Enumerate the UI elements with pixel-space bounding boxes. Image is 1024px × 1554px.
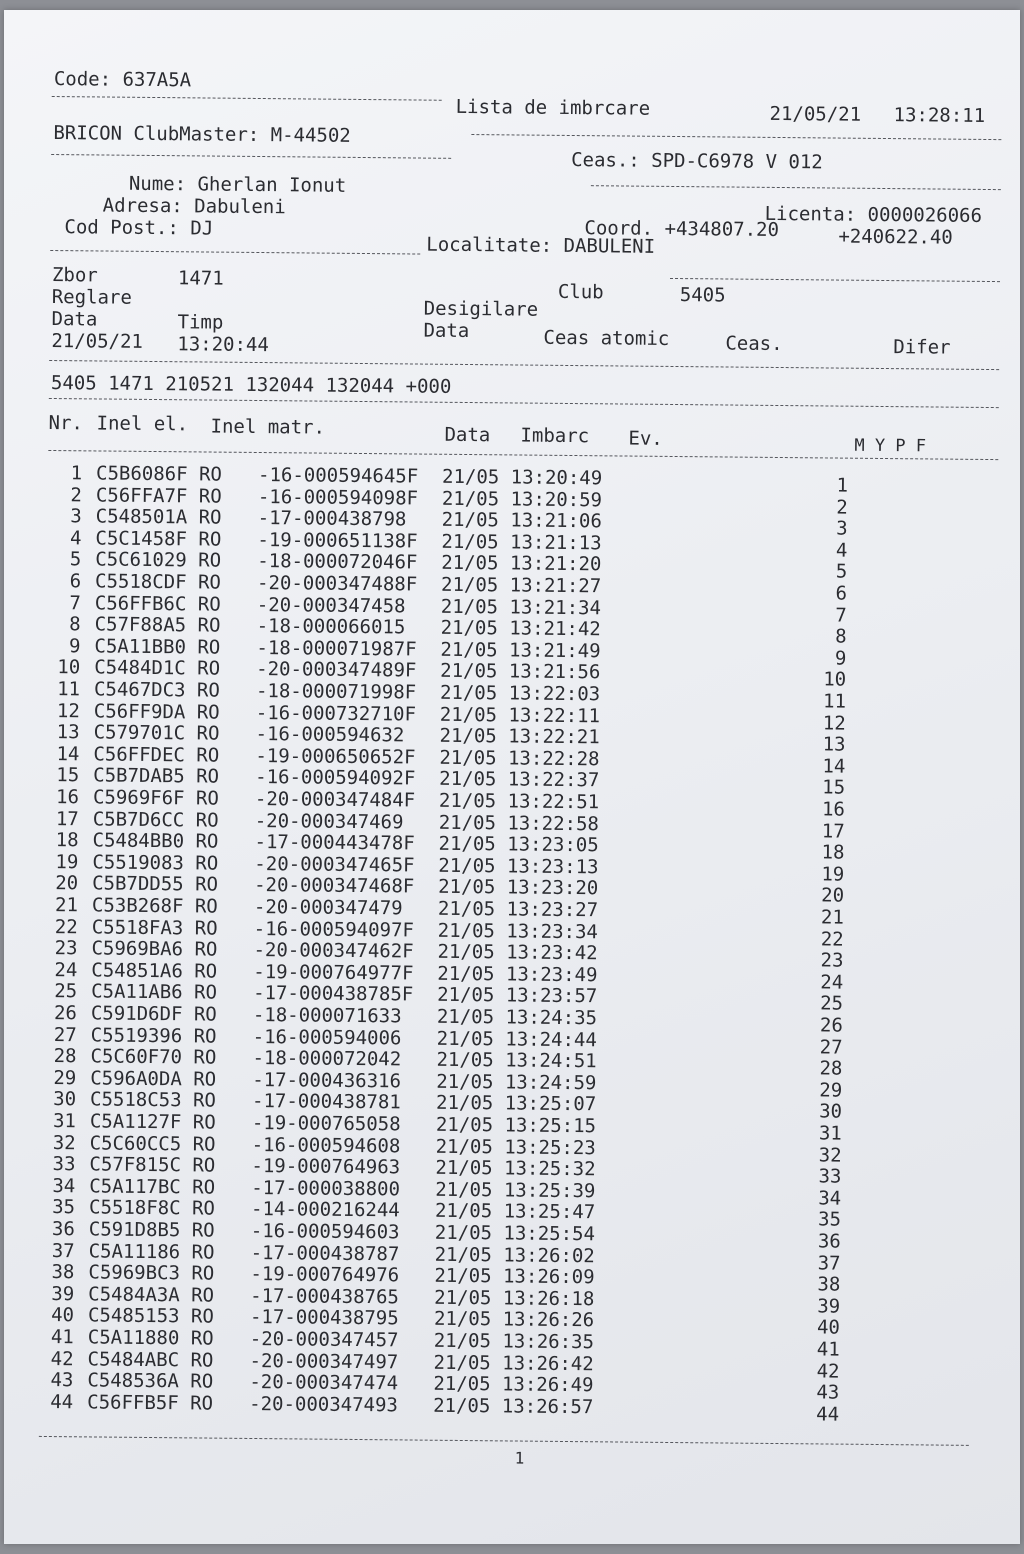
row-inel-matr: -16-000594645F [257, 463, 419, 488]
coord-label: Coord. [584, 217, 654, 240]
row-inel-el: C56FFB5F RO [87, 1391, 214, 1415]
row-m: 39 [817, 1295, 841, 1318]
row-nr: 10 [57, 656, 81, 679]
row-nr: 30 [53, 1088, 77, 1111]
row-nr: 13 [56, 721, 80, 744]
row-inel-matr: -17-000443478F [254, 831, 415, 855]
row-m: 10 [823, 668, 847, 692]
clock-value: SPD-C6978 V 012 [651, 149, 823, 174]
row-m: 9 [834, 647, 847, 670]
desigilare-data-label: Data [423, 319, 470, 343]
postal-line [64, 218, 213, 238]
row-nr: 14 [56, 742, 80, 766]
club-value: 5405 [679, 284, 726, 307]
row-date-time: 21/05 13:25:39 [435, 1178, 596, 1203]
row-inel-el: C591D6DF RO [90, 1002, 217, 1026]
row-inel-el: C56FFA7F RO [95, 484, 222, 508]
divider [49, 360, 999, 370]
row-nr: 20 [55, 872, 79, 895]
row-inel-matr: -19-000764963 [251, 1155, 401, 1179]
row-date-time: 21/05 13:23:34 [437, 919, 598, 943]
row-date-time: 21/05 13:21:27 [440, 573, 602, 598]
row-nr: 28 [53, 1045, 77, 1068]
row-m: 37 [817, 1251, 841, 1275]
row-nr: 23 [54, 937, 78, 960]
row-inel-el: C5519083 RO [92, 851, 219, 875]
row-m: 5 [835, 560, 848, 584]
desigilare-label: Desigilare [423, 297, 539, 321]
row-inel-el: C5518FA3 RO [91, 916, 218, 940]
row-m: 8 [835, 625, 847, 648]
row-inel-matr: -20-000347457 [249, 1327, 399, 1352]
row-date-time: 21/05 13:26:09 [434, 1264, 595, 1289]
row-date-time: 21/05 13:26:02 [434, 1243, 595, 1267]
ceas-label: Ceas. [725, 332, 783, 356]
system-name: BRICON ClubMaster: M-44502 [53, 122, 351, 147]
row-date-time: 21/05 13:21:20 [441, 552, 602, 576]
row-inel-el: C5969BA6 RO [91, 937, 218, 961]
row-date-time: 21/05 13:21:13 [441, 530, 602, 555]
row-m: 44 [816, 1403, 840, 1426]
club-label: Club [557, 280, 604, 304]
row-inel-matr: -18-000072046F [257, 550, 418, 574]
row-nr: 41 [50, 1326, 74, 1349]
row-m: 25 [820, 992, 844, 1016]
row-m: 40 [816, 1316, 841, 1340]
row-m: 31 [818, 1122, 842, 1145]
row-nr: 15 [56, 764, 80, 787]
row-date-time: 21/05 13:24:44 [436, 1027, 597, 1051]
row-inel-matr: -19-000764976 [250, 1263, 400, 1287]
coord-lon: +240622.40 [838, 225, 953, 249]
zbor-label: Zbor [51, 264, 98, 287]
row-inel-el: C56FF9DA RO [93, 700, 220, 724]
divider [39, 1436, 969, 1446]
row-inel-el: C56FFDEC RO [93, 743, 220, 767]
row-inel-matr: -19-000651138F [257, 528, 418, 553]
row-nr: 19 [55, 850, 79, 874]
difer-label: Difer [893, 336, 951, 359]
row-date-time: 21/05 13:22:03 [439, 681, 601, 706]
row-nr: 4 [69, 526, 82, 550]
row-inel-el: C56FFB6C RO [94, 592, 221, 616]
divider [49, 398, 999, 408]
row-date-time: 21/05 13:21:06 [441, 508, 602, 533]
row-nr: 7 [69, 591, 81, 614]
row-inel-el: C5A1127F RO [89, 1110, 216, 1134]
row-inel-matr: -17-000438785F [253, 982, 414, 1006]
print-date: 21/05/21 [769, 102, 862, 126]
row-nr: 34 [52, 1174, 76, 1198]
row-nr: 6 [69, 570, 82, 593]
row-inel-el: C5484D1C RO [94, 656, 221, 681]
row-m: 13 [822, 733, 846, 756]
row-inel-matr: -17-000438798 [257, 507, 407, 531]
row-inel-el: C5B6086F RO [96, 462, 223, 486]
coord-lat: +434807.20 [664, 217, 780, 241]
row-inel-matr: -20-000347489F [256, 658, 417, 682]
col-imbarc: Imbarc [520, 424, 590, 448]
col-ev: Ev. [628, 427, 663, 450]
row-inel-el: C5A11BB0 RO [94, 635, 221, 659]
row-m: 34 [818, 1187, 842, 1210]
row-inel-matr: -19-000764977F [253, 960, 414, 985]
divider [670, 278, 1000, 282]
address-label: Adresa: [102, 194, 183, 218]
row-inel-matr: -20-000347474 [249, 1371, 399, 1395]
row-inel-el: C5C60CC5 RO [89, 1132, 216, 1156]
divider [52, 96, 442, 101]
row-m: 11 [822, 690, 847, 713]
row-date-time: 21/05 13:26:57 [433, 1394, 594, 1419]
row-inel-matr: -16-000594098F [257, 485, 419, 510]
reglare-label: Reglare [51, 286, 132, 309]
col-mypf: M Y P F [854, 435, 927, 457]
row-date-time: 21/05 13:25:54 [434, 1221, 596, 1246]
row-inel-matr: -20-000347465F [254, 852, 415, 877]
row-m: 33 [818, 1165, 842, 1188]
postal-value: DJ [190, 217, 214, 240]
reglare-time: 13:20:44 [177, 333, 269, 357]
col-inel-el: Inel el. [96, 412, 189, 436]
row-inel-el: C5C1458F RO [95, 527, 222, 551]
divider [51, 154, 451, 159]
row-inel-matr: -18-000071633 [252, 1003, 402, 1028]
row-inel-el: C5A117BC RO [89, 1175, 216, 1199]
row-inel-el: C5969BC3 RO [88, 1261, 215, 1285]
row-inel-matr: -16-000594006 [252, 1025, 402, 1049]
locality-line [426, 233, 656, 258]
row-nr: 36 [51, 1218, 75, 1241]
divider [591, 185, 1001, 190]
row-date-time: 21/05 13:23:05 [438, 832, 599, 857]
row-nr: 39 [51, 1282, 75, 1306]
row-date-time: 21/05 13:21:49 [440, 638, 601, 663]
row-inel-el: C5484BB0 RO [92, 829, 219, 853]
address-line [103, 196, 286, 217]
locality-label: Localitate: [426, 233, 553, 257]
row-date-time: 21/05 13:25:15 [435, 1113, 597, 1138]
row-inel-matr: -16-000594097F [253, 917, 415, 942]
row-inel-matr: -20-000347493 [249, 1392, 399, 1417]
row-nr: 9 [68, 634, 81, 658]
row-m: 28 [819, 1057, 843, 1080]
clock-line [571, 148, 823, 174]
row-inel-matr: -16-000594092F [255, 766, 416, 790]
row-inel-matr: -17-000438795 [249, 1306, 399, 1330]
row-m: 30 [819, 1100, 843, 1124]
row-nr: 25 [54, 980, 78, 1003]
row-inel-el: C5B7D6CC RO [92, 808, 219, 832]
row-m: 16 [821, 798, 846, 821]
col-data: Data [444, 423, 491, 447]
row-m: 6 [835, 582, 848, 605]
row-nr: 43 [50, 1369, 74, 1392]
row-m: 12 [822, 712, 846, 735]
row-inel-el: C57F88A5 RO [94, 613, 221, 637]
row-nr: 24 [54, 958, 78, 982]
row-date-time: 21/05 13:24:51 [436, 1048, 597, 1073]
row-m: 7 [835, 604, 847, 627]
row-date-time: 21/05 13:23:42 [437, 940, 598, 965]
row-date-time: 21/05 13:23:57 [437, 984, 598, 1008]
row-inel-matr: -20-000347468F [254, 874, 415, 898]
postal-label: Cod Post.: [64, 216, 179, 240]
row-inel-el: C5484ABC RO [87, 1347, 214, 1372]
row-m: 35 [817, 1208, 842, 1232]
page-number: 1 [514, 1448, 525, 1468]
row-m: 21 [820, 906, 844, 929]
col-inel-matr: Inel matr. [210, 415, 326, 439]
divider [471, 134, 1001, 140]
row-m: 29 [819, 1079, 843, 1102]
row-inel-matr: -20-000347469 [254, 809, 404, 834]
row-nr: 3 [70, 505, 82, 528]
row-date-time: 21/05 13:22:51 [438, 789, 600, 814]
row-date-time: 21/05 13:22:11 [439, 703, 601, 727]
row-nr: 29 [53, 1066, 77, 1090]
row-inel-el: C5969F6F RO [92, 786, 219, 810]
row-nr: 8 [69, 613, 81, 636]
row-m: 41 [816, 1338, 840, 1361]
row-inel-matr: -18-000066015 [256, 615, 406, 639]
row-date-time: 21/05 13:23:27 [437, 897, 599, 922]
name-label: Nume: [128, 172, 187, 196]
name-value: Gherlan Ionut [197, 173, 347, 197]
row-date-time: 21/05 13:22:37 [439, 768, 600, 792]
row-inel-el: C5A11186 RO [88, 1240, 215, 1264]
row-m: 17 [821, 820, 845, 843]
paper-sheet [4, 10, 1020, 1544]
row-date-time: 21/05 13:22:28 [439, 746, 600, 771]
row-nr: 17 [55, 807, 79, 830]
row-date-time: 21/05 13:22:58 [438, 811, 600, 835]
row-inel-matr: -20-000347488F [256, 571, 418, 596]
row-date-time: 21/05 13:24:59 [436, 1070, 597, 1095]
row-inel-matr: -20-000347497 [249, 1349, 399, 1373]
row-inel-el: C5518CDF RO [94, 570, 222, 594]
license-value: 0000026066 [867, 203, 983, 227]
row-nr: 2 [70, 483, 83, 506]
row-inel-el: C5C60F70 RO [90, 1045, 217, 1069]
row-m: 2 [836, 496, 848, 519]
row-inel-matr: -18-000071987F [256, 636, 417, 661]
row-nr: 40 [51, 1304, 75, 1327]
row-inel-matr: -16-000594608 [251, 1133, 401, 1157]
row-inel-el: C5A11AB6 RO [91, 980, 218, 1005]
row-inel-el: C5518F8C RO [88, 1196, 216, 1221]
row-nr: 16 [56, 786, 80, 809]
row-nr: 37 [51, 1239, 75, 1262]
row-date-time: 21/05 13:20:49 [441, 465, 603, 490]
row-inel-el: C5467DC3 RO [93, 678, 220, 702]
row-m: 26 [819, 1014, 843, 1037]
code-label: Code: [53, 68, 112, 91]
row-m: 4 [835, 539, 848, 562]
row-inel-el: C596A0DA RO [90, 1067, 217, 1091]
row-m: 15 [822, 776, 846, 800]
row-inel-matr: -20-000347479 [253, 895, 403, 920]
row-nr: 12 [56, 699, 80, 722]
row-inel-el: C5519396 RO [90, 1024, 217, 1048]
row-date-time: 21/05 13:26:42 [433, 1351, 594, 1375]
row-m: 22 [820, 928, 844, 951]
row-inel-matr: -16-000732710F [255, 701, 417, 726]
row-m: 43 [816, 1381, 840, 1404]
row-inel-matr: -17-000038800 [251, 1176, 401, 1201]
row-m: 1 [836, 474, 849, 497]
row-m: 36 [817, 1230, 841, 1253]
row-inel-el: C5B7DD55 RO [92, 872, 219, 897]
row-m: 20 [821, 884, 845, 908]
row-nr: 27 [53, 1023, 77, 1046]
row-date-time: 21/05 13:24:35 [436, 1005, 598, 1030]
row-inel-el: C5484A3A RO [88, 1283, 215, 1307]
row-nr: 32 [52, 1131, 76, 1154]
row-nr: 21 [54, 894, 79, 917]
code-line [54, 70, 191, 90]
print-time: 13:28:11 [893, 104, 986, 127]
row-date-time: 21/05 13:26:18 [434, 1286, 595, 1311]
row-m: 23 [820, 949, 844, 972]
locality-value: DABULENI [563, 234, 656, 258]
row-inel-el: C5B7DAB5 RO [93, 764, 220, 789]
row-inel-el: C5485153 RO [87, 1304, 214, 1329]
row-date-time: 21/05 13:21:34 [440, 595, 602, 619]
reglare-timp-label: Timp [177, 311, 224, 334]
row-inel-matr: -16-000594632 [255, 723, 405, 747]
license-line [764, 202, 983, 227]
row-m: 42 [816, 1359, 840, 1383]
row-m: 27 [819, 1036, 843, 1059]
address-value: Dabuleni [194, 195, 286, 219]
row-date-time: 21/05 13:23:20 [438, 876, 599, 900]
zbor-value: 1471 [177, 267, 224, 290]
row-date-time: 21/05 13:26:35 [433, 1329, 595, 1354]
printout [38, 68, 1014, 1497]
row-inel-matr: -14-000216244 [250, 1198, 400, 1222]
row-date-time: 21/05 13:25:07 [435, 1092, 597, 1116]
row-m: 19 [821, 863, 845, 886]
list-title: Lista de imbrcare [455, 95, 651, 120]
row-date-time: 21/05 13:25:47 [434, 1200, 596, 1224]
row-nr: 5 [69, 548, 82, 571]
name-line [128, 172, 347, 197]
row-inel-matr: -16-000594603 [250, 1219, 400, 1244]
row-m: 38 [817, 1273, 841, 1296]
row-nr: 44 [50, 1390, 74, 1414]
row-nr: 18 [55, 829, 79, 852]
row-inel-matr: -18-000072042 [252, 1047, 402, 1071]
row-m: 18 [821, 841, 845, 864]
reglare-data-label: Data [51, 308, 98, 331]
row-date-time: 21/05 13:23:13 [438, 854, 599, 879]
row-inel-matr: -20-000347484F [254, 787, 416, 812]
clock-label: Ceas.: [571, 148, 640, 172]
row-inel-el: C53B268F RO [91, 894, 218, 918]
row-inel-matr: -20-000347458 [256, 593, 406, 618]
row-date-time: 21/05 13:25:32 [435, 1156, 596, 1181]
row-nr: 1 [70, 462, 83, 485]
row-inel-matr: -19-000650652F [255, 744, 416, 769]
row-inel-el: C591D8B5 RO [88, 1218, 215, 1242]
summary-line: 5405 1471 210521 132044 132044 +000 [50, 372, 452, 398]
reglare-date: 21/05/21 [51, 330, 143, 353]
row-date-time: 21/05 13:21:56 [440, 660, 601, 684]
row-inel-matr: -17-000436316 [252, 1068, 402, 1093]
row-inel-matr: -18-000071998F [255, 679, 417, 704]
row-nr: 35 [52, 1196, 76, 1219]
row-nr: 26 [53, 1002, 78, 1025]
row-m: 14 [822, 755, 846, 778]
row-nr: 38 [51, 1261, 75, 1284]
row-m: 24 [820, 971, 844, 994]
row-nr: 33 [52, 1153, 76, 1176]
row-date-time: 21/05 13:23:49 [437, 962, 598, 987]
row-inel-el: C5518C53 RO [89, 1088, 217, 1113]
divider [50, 250, 420, 255]
row-inel-matr: -17-000438787 [250, 1241, 400, 1265]
row-inel-el: C54851A6 RO [91, 959, 218, 983]
row-inel-matr: -20-000347462F [253, 939, 414, 963]
row-date-time: 21/05 13:20:59 [441, 487, 603, 511]
row-date-time: 21/05 13:22:21 [439, 724, 600, 749]
row-inel-matr: -19-000765058 [251, 1111, 401, 1136]
row-m: 32 [818, 1144, 842, 1167]
row-m: 3 [836, 517, 848, 540]
row-date-time: 21/05 13:26:49 [433, 1372, 594, 1397]
row-inel-el: C5C61029 RO [95, 548, 222, 573]
license-label: Licenta: [764, 202, 857, 226]
row-date-time: 21/05 13:21:42 [440, 616, 601, 641]
row-inel-el: C579701C RO [93, 721, 220, 745]
row-inel-matr: -17-000438765 [250, 1284, 400, 1309]
row-inel-el: C5A11880 RO [87, 1326, 214, 1350]
atomic-clock-label: Ceas atomic [543, 326, 670, 350]
code-value: 637A5A [122, 68, 192, 92]
col-nr: Nr. [48, 411, 84, 435]
row-nr: 42 [50, 1347, 74, 1370]
row-date-time: 21/05 13:25:23 [435, 1135, 596, 1159]
row-inel-el: C548536A RO [87, 1369, 214, 1393]
row-inel-matr: -17-000438781 [251, 1090, 401, 1114]
row-inel-el: C57F815C RO [89, 1153, 216, 1177]
row-nr: 11 [57, 678, 81, 701]
row-nr: 31 [52, 1110, 76, 1133]
row-date-time: 21/05 13:26:26 [433, 1308, 595, 1332]
row-inel-el: C548501A RO [95, 505, 222, 529]
row-nr: 22 [54, 915, 78, 938]
